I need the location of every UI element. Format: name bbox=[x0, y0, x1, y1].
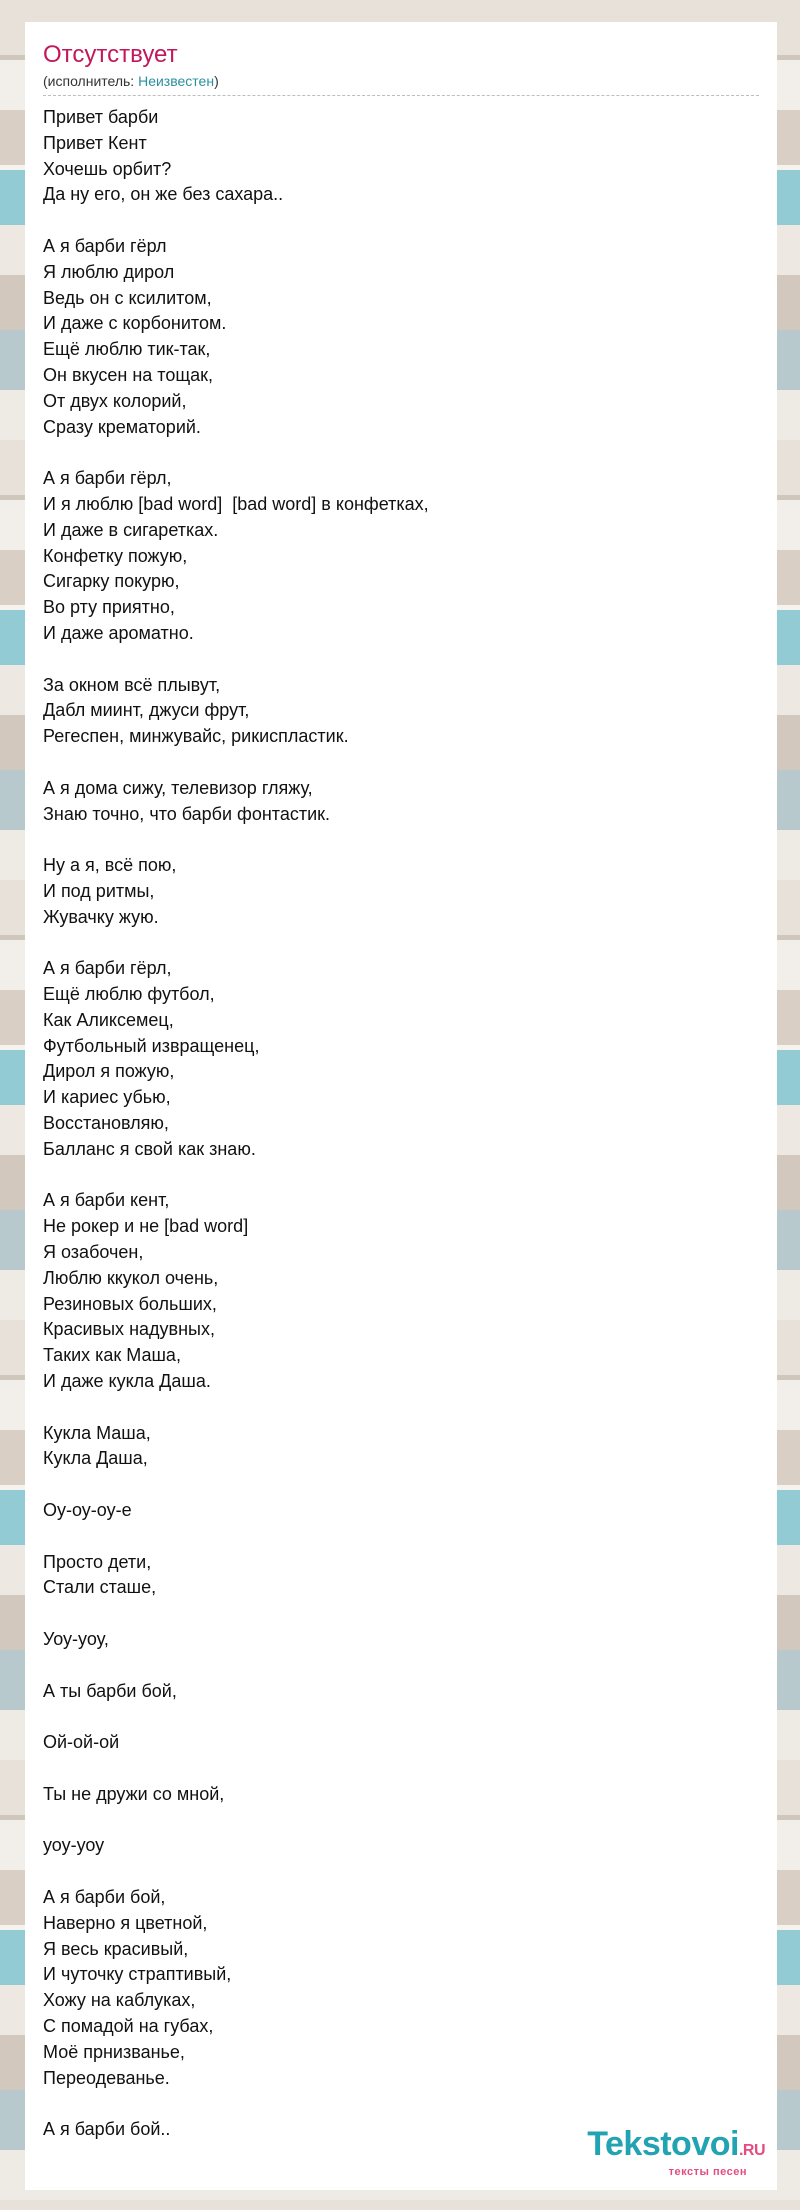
lyric-line: Как Аликсемец, bbox=[43, 1009, 174, 1030]
lyric-line: Резиновых больших, bbox=[43, 1293, 217, 1314]
lyric-line: И под ритмы, bbox=[43, 880, 155, 901]
stanza-break bbox=[43, 750, 759, 776]
lyric-line: Хожу на каблуках, bbox=[43, 1990, 196, 2011]
lyric-line: Оу-оу-оу-е bbox=[43, 1500, 132, 1521]
lyric-line: И чуточку страптивый, bbox=[43, 1964, 232, 1985]
lyric-line: Сразу крематорий. bbox=[43, 416, 201, 437]
lyric-line: Привет Кент bbox=[43, 132, 147, 153]
lyric-line: Хочешь орбит? bbox=[43, 158, 172, 179]
lyric-line: И даже с корбонитом. bbox=[43, 313, 227, 334]
lyric-line: Он вкусен на тощак, bbox=[43, 364, 214, 385]
lyric-line: Ведь он с ксилитом, bbox=[43, 287, 212, 308]
lyric-line: А я барби гёрл bbox=[43, 235, 167, 256]
lyric-line: А ты барби бой, bbox=[43, 1680, 177, 1701]
lyric-line: Просто дети, bbox=[43, 1551, 152, 1572]
stanza-break bbox=[43, 1756, 759, 1782]
song-title: Отсутствует bbox=[43, 41, 178, 68]
lyric-line: Наверно я цветной, bbox=[43, 1912, 208, 1933]
logo-name: Tekstovoi bbox=[587, 2125, 739, 2163]
lyric-line: Уоу-уоу, bbox=[43, 1629, 109, 1650]
artist-link[interactable]: Неизвестен bbox=[138, 73, 215, 89]
lyric-line: Люблю ккукол очень, bbox=[43, 1267, 219, 1288]
stanza-break bbox=[43, 2091, 759, 2117]
logo-wordmark bbox=[587, 2127, 765, 2168]
stanza-break bbox=[43, 440, 759, 466]
lyric-line: А я барби кент, bbox=[43, 1190, 170, 1211]
lyric-line: Восстановляю, bbox=[43, 1113, 169, 1134]
lyric-line: Да ну его, он же без сахара.. bbox=[43, 184, 284, 205]
lyric-line: Во рту приятно, bbox=[43, 597, 175, 618]
lyric-line: Ещё люблю тик-так, bbox=[43, 339, 211, 360]
stanza-break bbox=[43, 931, 759, 957]
lyric-line: Конфетку пожую, bbox=[43, 545, 188, 566]
lyrics-card bbox=[25, 22, 777, 2190]
lyric-line: Стали сташе, bbox=[43, 1577, 157, 1598]
lyric-line: Дабл миинт, джуси фрут, bbox=[43, 700, 250, 721]
lyric-line: Ещё люблю футбол, bbox=[43, 984, 215, 1005]
artist-suffix: ) bbox=[214, 73, 219, 89]
lyric-line: За окном всё плывут, bbox=[43, 674, 221, 695]
lyric-line: И кариес убью, bbox=[43, 1087, 171, 1108]
lyric-line: Жувачку жую. bbox=[43, 906, 159, 927]
lyric-line: А я барби бой.. bbox=[43, 2119, 171, 2140]
stanza-break bbox=[43, 208, 759, 234]
stanza-break bbox=[43, 1859, 759, 1885]
lyric-line: От двух колорий, bbox=[43, 390, 187, 411]
lyric-line: Ну а я, всё пою, bbox=[43, 855, 177, 876]
stanza-break bbox=[43, 647, 759, 673]
lyric-line: И я люблю [bad word] [bad word] в конфетках, bbox=[43, 493, 429, 514]
lyric-line: Кукла Маша, bbox=[43, 1422, 151, 1443]
lyric-line: А я барби гёрл, bbox=[43, 468, 172, 489]
stanza-break bbox=[43, 1395, 759, 1421]
lyric-line: С помадой на губах, bbox=[43, 2015, 214, 2036]
lyric-line: А я дома сижу, телевизор гляжу, bbox=[43, 777, 313, 798]
lyric-line: Балланс я свой как знаю. bbox=[43, 1138, 256, 1159]
artist-prefix: (исполнитель: bbox=[43, 73, 139, 89]
lyric-line: Регеспен, минжувайс, рикиспластик. bbox=[43, 726, 349, 747]
lyric-line: Знаю точно, что барби фонтастик. bbox=[43, 803, 331, 824]
stanza-break bbox=[43, 1163, 759, 1189]
lyric-line: Привет барби bbox=[43, 107, 159, 127]
stanza-break bbox=[43, 827, 759, 853]
lyric-line: И даже кукла Даша. bbox=[43, 1371, 211, 1392]
lyric-line: И даже ароматно. bbox=[43, 622, 194, 643]
stanza-break bbox=[43, 1472, 759, 1498]
site-logo[interactable] bbox=[587, 2127, 765, 2178]
lyric-line: Ой-ой-ой bbox=[43, 1732, 120, 1753]
stanza-break bbox=[43, 1524, 759, 1550]
lyric-line: Футбольный извращенец, bbox=[43, 1035, 260, 1056]
lyric-line: Ты не дружи со мной, bbox=[43, 1783, 225, 1804]
lyric-line: А я барби гёрл, bbox=[43, 958, 172, 979]
stanza-break bbox=[43, 1653, 759, 1679]
stanza-break bbox=[43, 1601, 759, 1627]
artist-line bbox=[43, 72, 759, 96]
lyrics-text bbox=[43, 105, 759, 2143]
lyric-line: Дирол я пожую, bbox=[43, 1061, 175, 1082]
stanza-break bbox=[43, 1808, 759, 1834]
lyric-line: Сигарку покурю, bbox=[43, 571, 180, 592]
logo-domain: .RU bbox=[738, 2142, 765, 2159]
lyric-line: Я люблю дирол bbox=[43, 261, 175, 282]
lyric-line: Переодеванье. bbox=[43, 2067, 170, 2088]
lyric-line: Таких как Маша, bbox=[43, 1345, 181, 1366]
lyric-line: И даже в сигаретках. bbox=[43, 519, 219, 540]
lyric-line: Я озабочен, bbox=[43, 1242, 144, 1263]
stanza-break bbox=[43, 1704, 759, 1730]
lyric-line: А я барби бой, bbox=[43, 1886, 166, 1907]
lyric-line: Не рокер и не [bad word] bbox=[43, 1216, 249, 1237]
lyric-line: Красивых надувных, bbox=[43, 1319, 215, 1340]
lyric-line: Кукла Даша, bbox=[43, 1448, 148, 1469]
lyric-line: Моё прнизванье, bbox=[43, 2041, 185, 2062]
logo-tagline: тексты песен bbox=[668, 2166, 747, 2178]
lyric-line: уоу-уоу bbox=[43, 1835, 105, 1856]
lyric-line: Я весь красивый, bbox=[43, 1938, 189, 1959]
